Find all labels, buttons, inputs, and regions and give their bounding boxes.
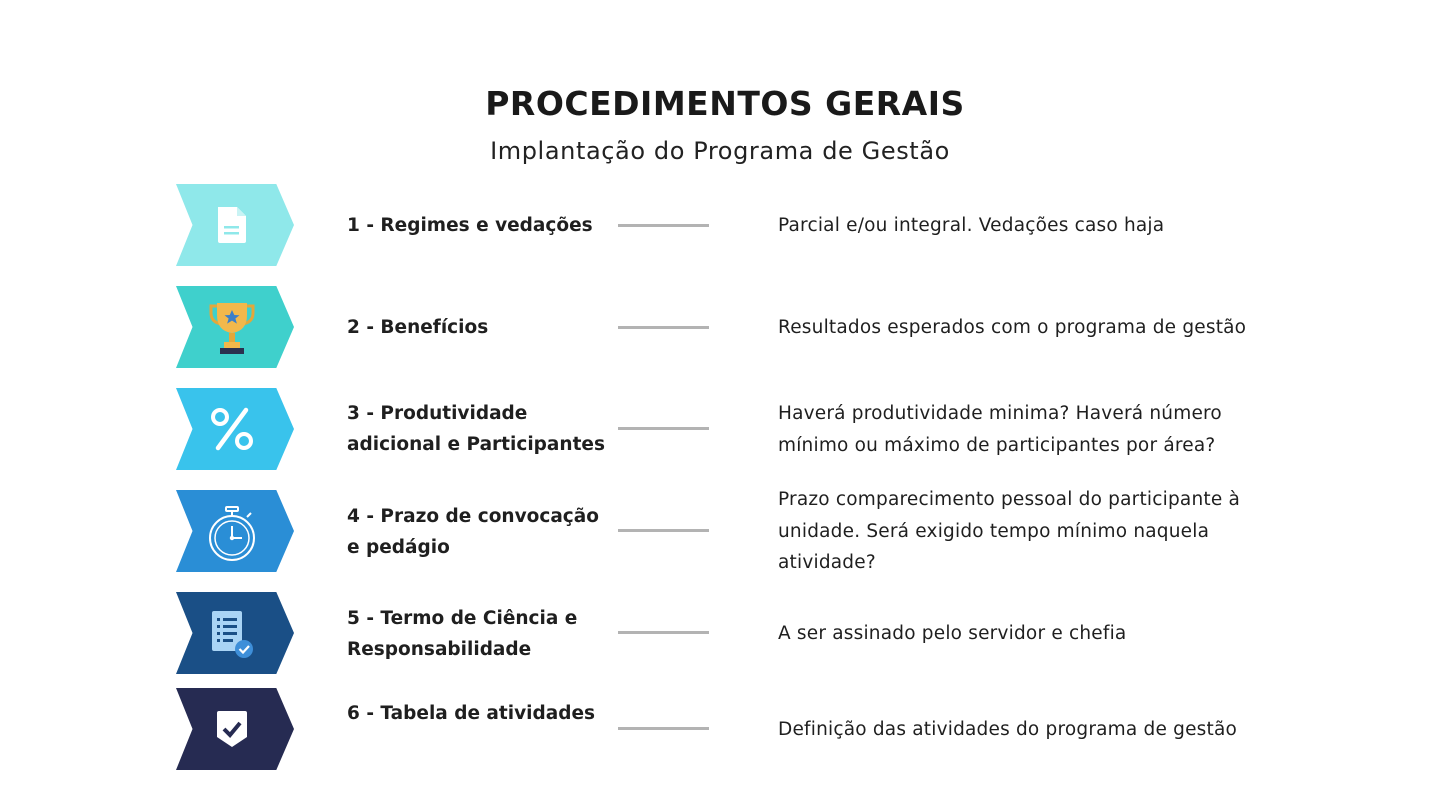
step-connector: [618, 224, 709, 227]
step-row-3: [0, 388, 1440, 470]
document-icon: [200, 200, 264, 250]
step-description: Definição das atividades do programa de gestão: [778, 719, 1237, 740]
step-row-6: [0, 688, 1440, 770]
page-subtitle: Implantação do Programa de Gestão: [490, 137, 950, 165]
step-connector: [618, 427, 709, 430]
step-label: 4 - Prazo de convocação e pedágio: [347, 506, 599, 558]
stopwatch-icon: [200, 506, 264, 556]
step-row-5: [0, 592, 1440, 674]
step-label: 6 - Tabela de atividades: [347, 703, 596, 724]
step-description: Prazo comparecimento pessoal do participante à unidade. Será exigido tempo mínimo naquela atividade?: [778, 489, 1241, 573]
step-description: A ser assinado pelo servidor e chefia: [778, 623, 1127, 644]
page-title: PROCEDIMENTOS GERAIS: [485, 84, 965, 123]
step-row-2: [0, 286, 1440, 368]
shield-check-icon: [200, 704, 264, 754]
step-row-1: [0, 184, 1440, 266]
step-connector: [618, 326, 709, 329]
step-description: Resultados esperados com o programa de gestão: [778, 317, 1247, 338]
step-connector: [618, 727, 709, 730]
step-description: Haverá produtividade minima? Haverá número mínimo ou máximo de participantes por área?: [778, 403, 1222, 456]
step-description: Parcial e/ou integral. Vedações caso haja: [778, 215, 1165, 236]
step-label: 1 - Regimes e vedações: [347, 215, 593, 236]
trophy-icon: [200, 302, 264, 352]
checklist-document-icon: [200, 608, 264, 658]
step-label: 3 - Produtividade adicional e Participantes: [347, 403, 605, 455]
step-connector: [618, 529, 709, 532]
step-row-4: [0, 490, 1440, 572]
percent-icon: [200, 404, 264, 454]
step-label: 5 - Termo de Ciência e Responsabilidade: [347, 608, 578, 660]
step-label: 2 - Benefícios: [347, 317, 489, 338]
step-connector: [618, 631, 709, 634]
